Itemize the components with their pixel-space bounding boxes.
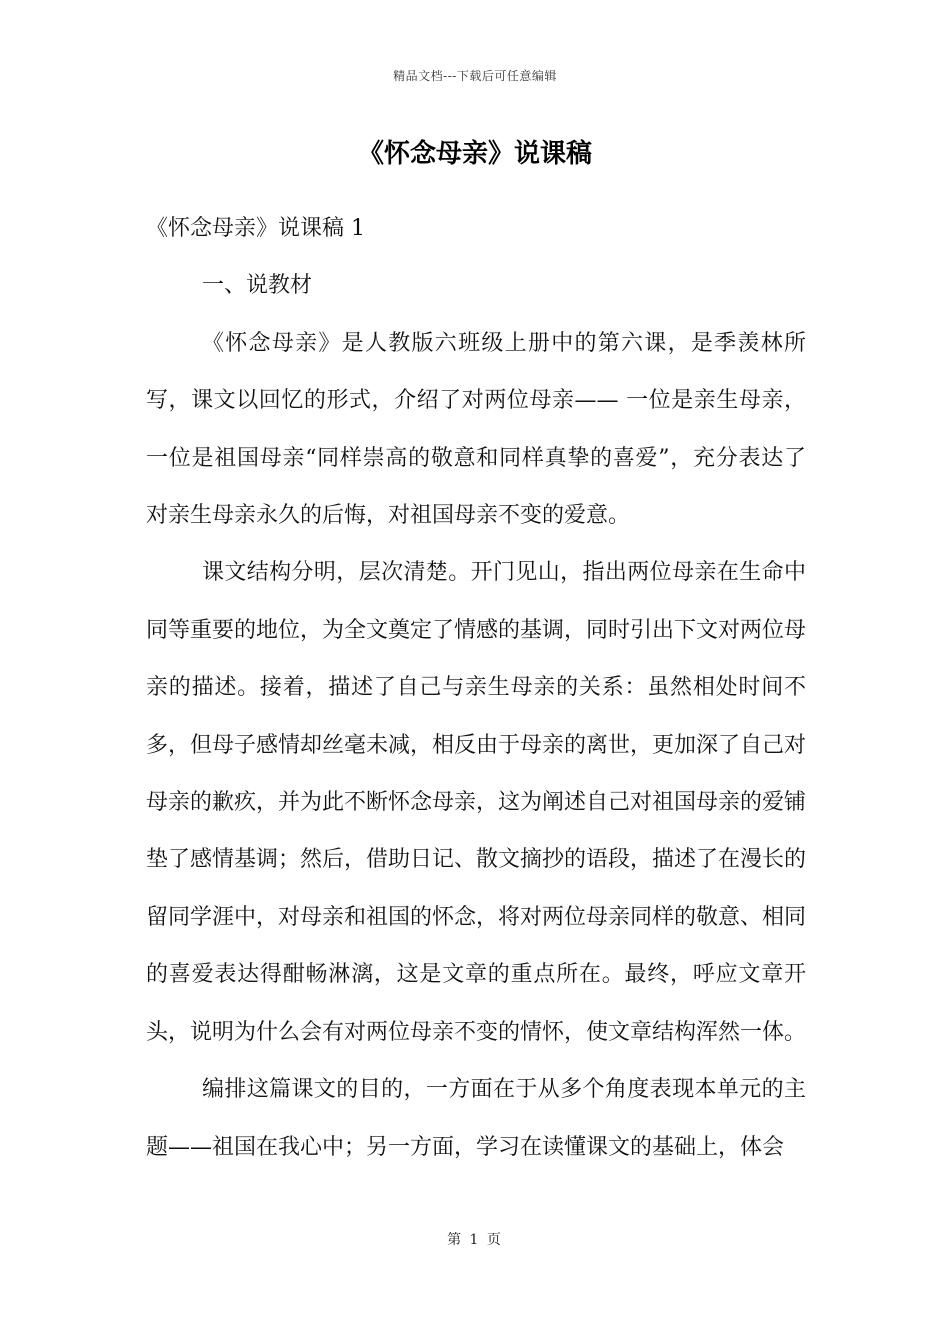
section-heading: 一、说教材	[202, 273, 313, 299]
page-number: 第 1 页	[447, 1232, 503, 1248]
paragraph-2: 课文结构分明，层次清楚。开门见山，指出两位母亲在生命中同等重要的地位，为全文奠定了情感的基调，同时引出下文对两位母亲的描述。接着，描述了自己与亲生母亲的关系：虽然相处时间不多，但母子感情却丝毫未减，相反由于母亲的离世，更加深了自己对母亲的歉疚，并为此不断怀念母亲，这为阐述自己对祖国母亲的爱铺垫了感情基调；然后，借助日记、散文摘抄的语段，描述了在漫长的留同学涯中，对母亲和祖国的怀念，将对两位母亲同样的敬意、相同的喜爱表达得酣畅淋漓，这是文章的重点所在。最终，呼应文章开头，说明为什么会有对两位母亲不变的情怀，使文章结构浑然一体。	[146, 560, 807, 1045]
paragraph-1: 《怀念母亲》是人教版六班级上册中的第六课，是季羡林所写，课文以回忆的形式，介绍了对两位母亲—— 一位是亲生母亲，一位是祖国母亲“同样崇高的敬意和同样真挚的喜爱”，充分表达了对亲生母亲永久的后悔，对祖国母亲不变的爱意。	[146, 330, 806, 529]
document-subtitle: 《怀念母亲》说课稿 1	[146, 216, 365, 241]
document-title: 《怀念母亲》说课稿	[357, 139, 592, 169]
header-note: 精品文档---下载后可任意编辑	[393, 69, 557, 83]
document-body	[146, 200, 806, 1176]
paragraph-3: 编排这篇课文的目的，一方面在于从多个角度表现本单元的主题——祖国在我心中；另一方面，学习在读懂课文的基础上，体会	[146, 1077, 806, 1160]
